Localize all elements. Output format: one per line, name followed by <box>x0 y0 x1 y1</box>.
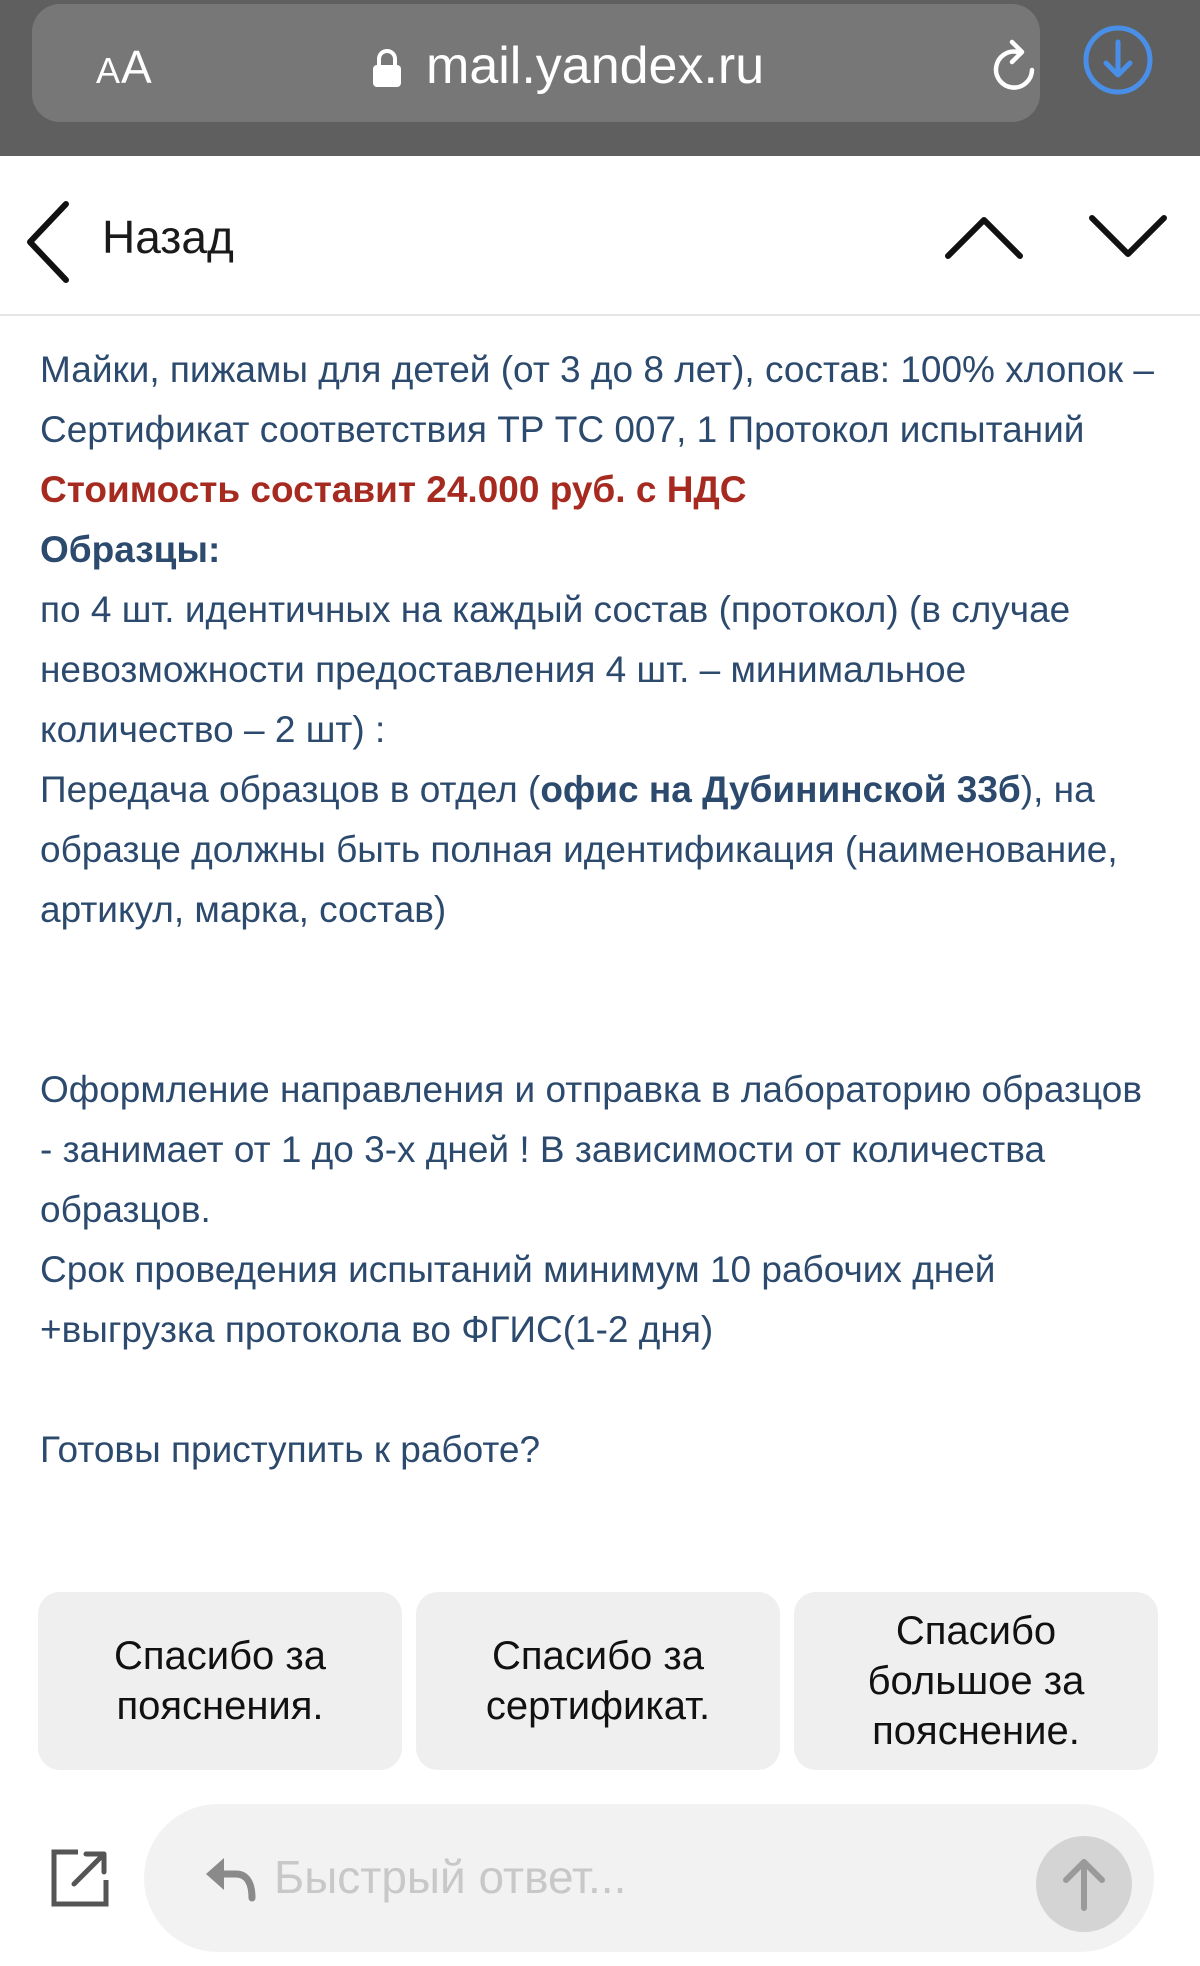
office-address: офис на Дубининской 33б <box>540 769 1021 810</box>
quick-replies <box>38 1592 1158 1770</box>
text-size-button[interactable]: AA <box>96 41 153 93</box>
send-button[interactable] <box>1036 1836 1132 1932</box>
lock-icon <box>370 48 404 88</box>
reply-arrow-icon <box>202 1854 256 1902</box>
address-bar[interactable] <box>32 4 1040 122</box>
product-description: Майки, пижамы для детей (от 3 до 8 лет), состав: 100% хлопок – Сертификат соответствия ТР ТС 007, 1 Протокол испытаний <box>40 349 1154 450</box>
price-text: Стоимость составит 24.000 руб. с НДС <box>40 469 747 510</box>
arrow-up-icon <box>1062 1856 1106 1912</box>
email-body <box>40 340 1160 1480</box>
delivery-text: Передача образцов в отдел (офис на Дубининской 33б), на образце должны быть полная идентификация (наименование, артикул, марка, состав) <box>40 769 1118 930</box>
samples-text: по 4 шт. идентичных на каждый состав (протокол) (в случае невозможности предоставления 4 шт. – минимальное количество – 2 шт) : <box>40 589 1071 750</box>
quick-reply-button[interactable]: Спасибо за пояснения. <box>38 1592 402 1770</box>
message-header <box>0 156 1200 316</box>
chevron-left-icon[interactable] <box>24 200 72 284</box>
open-external-icon[interactable] <box>48 1846 112 1910</box>
download-icon[interactable] <box>1082 24 1154 96</box>
browser-toolbar <box>0 0 1200 156</box>
samples-heading: Образцы: <box>40 529 221 570</box>
url-text: mail.yandex.ru <box>426 37 765 95</box>
reply-placeholder: Быстрый ответ... <box>274 1851 627 1903</box>
back-button[interactable]: Назад <box>102 211 234 263</box>
processing-text: Оформление направления и отправка в лабораторию образцов - занимает от 1 до 3-х дней ! В зависимости от количества образцов. <box>40 1069 1142 1230</box>
chevron-up-icon[interactable] <box>944 212 1024 262</box>
quick-reply-button[interactable]: Спасибо за сертификат. <box>416 1592 780 1770</box>
reload-icon[interactable] <box>988 36 1044 98</box>
quick-reply-input[interactable] <box>144 1804 1154 1952</box>
chevron-down-icon[interactable] <box>1088 212 1168 262</box>
duration-text: Срок проведения испытаний минимум 10 рабочих дней +выгрузка протокола во ФГИС(1-2 дня) <box>40 1249 996 1350</box>
question-text: Готовы приступить к работе? <box>40 1429 541 1470</box>
quick-reply-button[interactable]: Спасибо большое за пояснение. <box>794 1592 1158 1770</box>
